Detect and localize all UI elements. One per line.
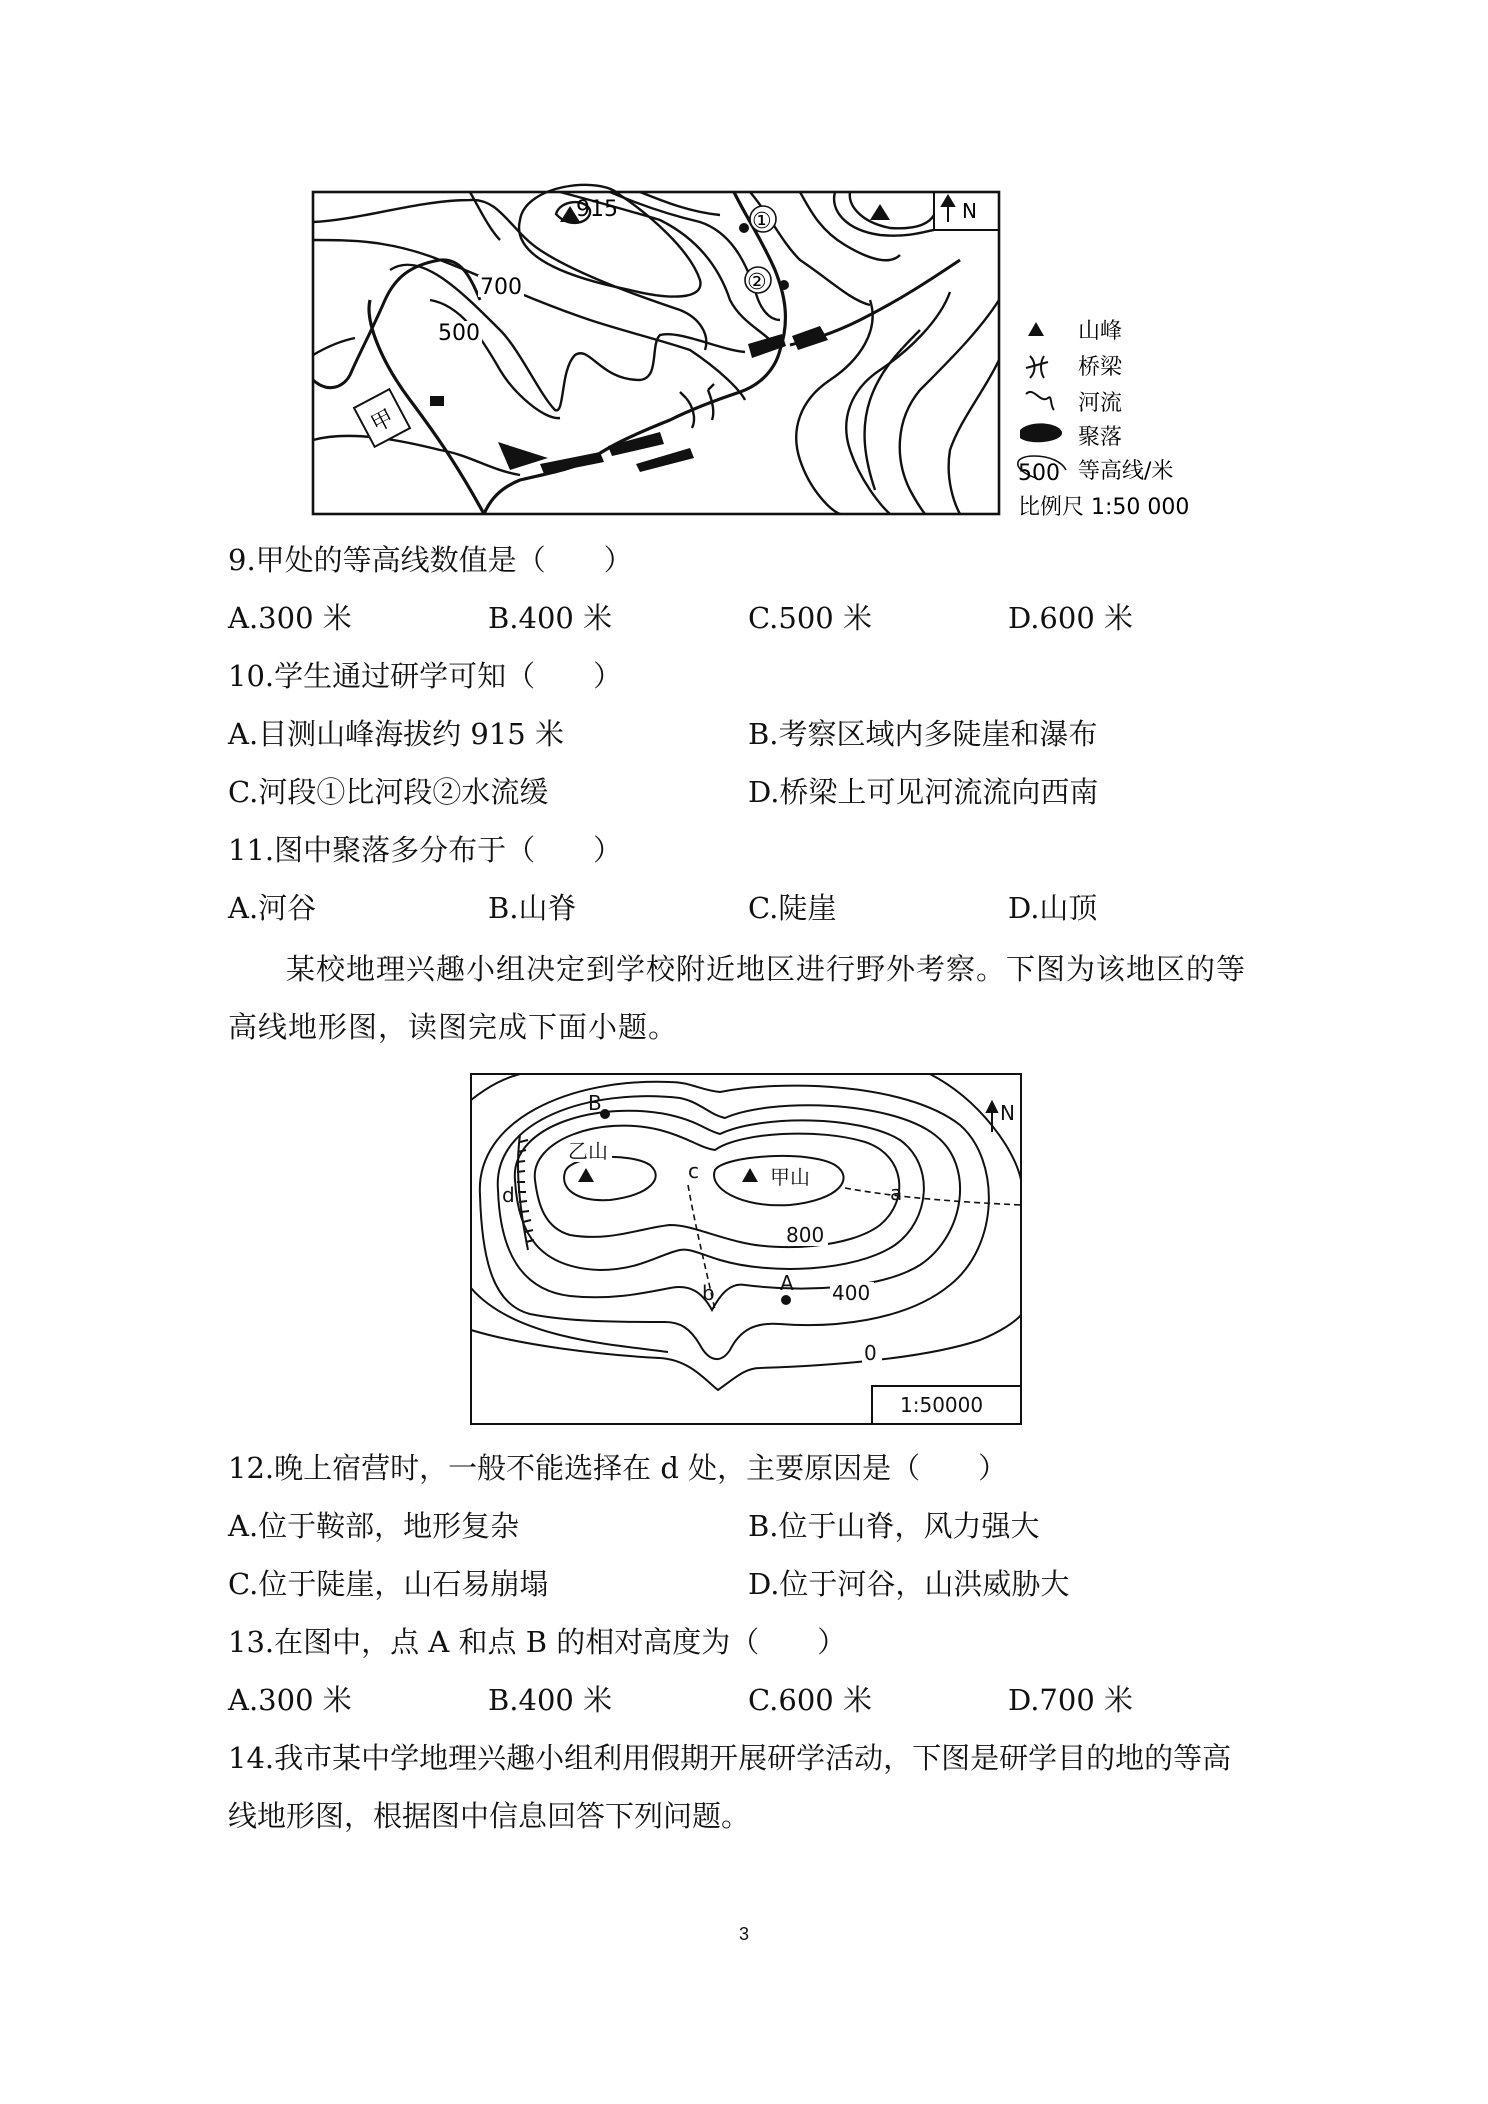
contour-line-b — [313, 240, 745, 400]
peak-jiashan-icon — [742, 1168, 758, 1182]
contour-top-west — [471, 1074, 520, 1100]
q14-stem-line-2: 线地形图，根据图中信息回答下列问题。 — [228, 1799, 751, 1833]
q13-stem: 13.在图中，点 A 和点 B 的相对高度为（ ） — [228, 1625, 847, 1659]
label-jiashan: 甲山 — [770, 1165, 810, 1189]
point-1-label: ① — [752, 209, 772, 234]
peak-yishan-icon — [578, 1168, 594, 1182]
intro-paragraph: 某校地理兴趣小组决定到学校附近地区进行野外考察。下图为该地区的等高线地形图，读图完成下面小题。 — [228, 952, 1247, 1044]
contour-far-east — [930, 1074, 1021, 1180]
q11-option-d[interactable]: D.山顶 — [1008, 891, 1098, 925]
q10-option-a[interactable]: A.目测山峰海拔约 915 米 — [228, 717, 564, 751]
topographic-map-2 — [0, 1060, 1488, 1440]
legend-bridge-label: 桥梁 — [1078, 355, 1123, 380]
legend-river-label: 河流 — [1078, 391, 1123, 416]
bridge-symbol — [680, 384, 714, 428]
q12-stem: 12.晚上宿营时，一般不能选择在 d 处，主要原因是（ ） — [228, 1451, 1008, 1485]
legend-settlement-label: 聚落 — [1078, 425, 1123, 450]
label-B: B — [588, 1091, 602, 1115]
label-400: 400 — [832, 1281, 871, 1305]
q10-option-b[interactable]: B.考察区域内多陡崖和瀑布 — [748, 717, 1098, 751]
north-arrow-icon — [942, 196, 954, 222]
q9-option-d[interactable]: D.600 米 — [1008, 601, 1134, 635]
map1-legend — [1018, 319, 1190, 520]
q13-option-d[interactable]: D.700 米 — [1008, 1683, 1134, 1717]
label-c: c — [688, 1159, 699, 1183]
contour-line-f — [640, 192, 720, 215]
q11-stem: 11.图中聚落多分布于（ ） — [228, 833, 623, 867]
label-a: a — [890, 1181, 903, 1205]
jia-label: 甲 — [367, 405, 399, 438]
label-800: 800 — [786, 1223, 825, 1247]
legend-peak-icon — [1028, 322, 1044, 336]
label-0: 0 — [864, 1341, 877, 1365]
contour-yishan-inner — [564, 1157, 656, 1200]
q11-option-a[interactable]: A.河谷 — [228, 891, 317, 925]
q9-option-c[interactable]: C.500 米 — [748, 601, 872, 635]
q10-stem: 10.学生通过研学可知（ ） — [228, 659, 623, 693]
dashed-line-a — [845, 1188, 1021, 1205]
q12-option-b[interactable]: B.位于山脊，风力强大 — [748, 1509, 1040, 1543]
q9-stem: 9.甲处的等高线数值是（ ） — [228, 543, 633, 577]
cliff-symbol — [517, 1135, 534, 1250]
label-yishan: 乙山 — [568, 1139, 608, 1163]
legend-contour-value: 500 — [1018, 461, 1060, 486]
settlements — [430, 326, 828, 474]
legend-peak-label: 山峰 — [1078, 319, 1123, 344]
point-2-label: ② — [747, 270, 767, 295]
contour-line-c — [470, 192, 500, 240]
label-d: d — [502, 1183, 515, 1207]
label-700: 700 — [480, 275, 522, 300]
point-2-dot — [779, 280, 789, 290]
q13-option-c[interactable]: C.600 米 — [748, 1683, 872, 1717]
legend-river-icon — [1026, 392, 1054, 410]
q13-option-a[interactable]: A.300 米 — [228, 1683, 352, 1717]
legend-bridge-icon — [1026, 356, 1048, 378]
contour-se-5 — [865, 330, 920, 490]
label-b: b — [702, 1281, 715, 1305]
q12-option-d[interactable]: D.位于河谷，山洪威胁大 — [748, 1567, 1070, 1601]
legend-settlement-icon — [1020, 423, 1062, 442]
map2-north-label: N — [1000, 1101, 1015, 1125]
peak-east-icon — [870, 204, 890, 220]
q13-option-b[interactable]: B.400 米 — [488, 1683, 613, 1717]
contour-east-ring — [850, 192, 934, 228]
q12-option-c[interactable]: C.位于陡崖，山石易崩塌 — [228, 1567, 549, 1601]
contour-lower-1 — [430, 300, 560, 418]
map1-north-label: N — [962, 199, 977, 223]
q12-option-a[interactable]: A.位于鞍部，地形复杂 — [228, 1509, 520, 1543]
label-500: 500 — [438, 321, 480, 346]
q9-option-b[interactable]: B.400 米 — [488, 601, 613, 635]
label-A: A — [780, 1271, 794, 1295]
q10-option-c[interactable]: C.河段①比河段②水流缓 — [228, 775, 549, 809]
contour-sw-1 — [313, 338, 355, 355]
q11-option-c[interactable]: C.陡崖 — [748, 891, 837, 925]
q9-option-a[interactable]: A.300 米 — [228, 601, 352, 635]
point-A-dot — [781, 1295, 791, 1305]
point-1-dot — [739, 223, 749, 233]
contour-lower-2 — [313, 436, 520, 475]
map2-scale: 1:50000 — [900, 1393, 984, 1417]
contour-se-2 — [846, 292, 950, 514]
contour-mid-1 — [515, 1111, 924, 1270]
label-915: 915 — [576, 197, 618, 222]
contour-lower-3 — [471, 1315, 1021, 1390]
q10-option-d[interactable]: D.桥梁上可见河流流向西南 — [748, 775, 1099, 809]
legend-contour-label: 等高线/米 — [1078, 459, 1174, 484]
contour-se-4 — [949, 360, 999, 514]
q14-stem-line-1: 14.我市某中学地理兴趣小组利用假期开展研学活动，下图是研学目的地的等高 — [228, 1741, 1232, 1775]
map1-scale: 比例尺 1:50 000 — [1018, 495, 1190, 520]
page-number: 3 — [738, 1924, 749, 1944]
topographic-map-1 — [0, 0, 1488, 540]
q11-option-b[interactable]: B.山脊 — [488, 891, 577, 925]
map2-north-arrow-icon — [987, 1102, 997, 1132]
